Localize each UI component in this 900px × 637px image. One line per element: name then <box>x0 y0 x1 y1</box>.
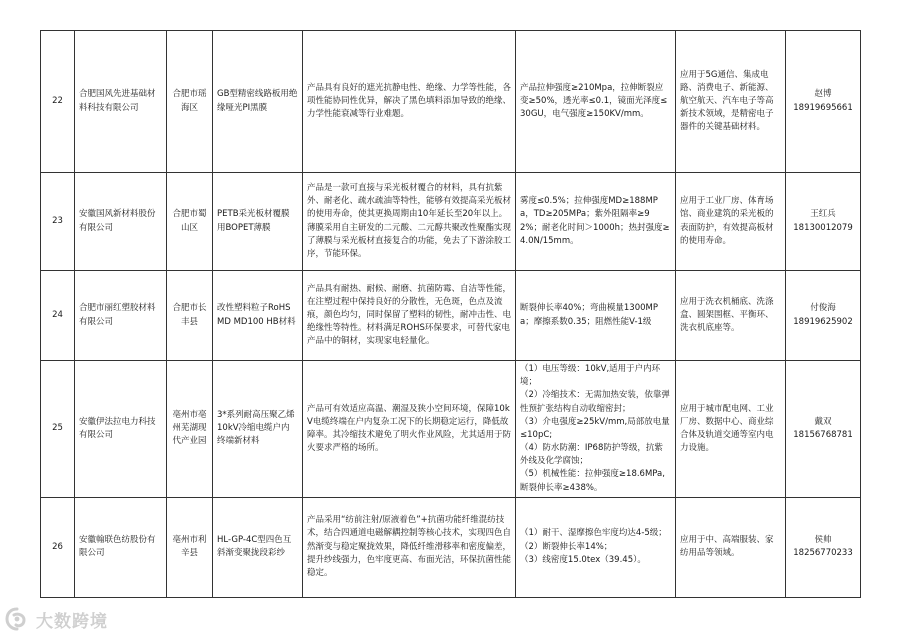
company-name-cell: 安徽伊法拉电力科技有限公司 <box>75 361 167 498</box>
contact-name: 付俊海 <box>810 303 836 314</box>
product-name-cell: GB型精密线路板用绝缘哑光PI黑膜 <box>213 31 303 173</box>
technical-specs-cell <box>516 497 676 597</box>
table-body <box>41 31 861 598</box>
company-name-cell: 安徽翰联色纺股份有限公司 <box>75 497 167 597</box>
product-name-cell: HL-GP-4C型四色互斜渐变聚拢段彩纱 <box>213 497 303 597</box>
product-name-cell: 3*系列耐高压聚乙烯10kV冷缩电缆户内终端新材料 <box>213 361 303 498</box>
watermark-text: 大数跨境 <box>36 611 108 632</box>
contact-phone: 18156768781 <box>793 429 853 440</box>
enterprise-product-table <box>40 30 861 598</box>
row-number-cell: 25 <box>41 361 75 498</box>
spec-item: （4）防水防潮：IP68防护等级，抗紫外线及化学腐蚀； <box>520 443 663 467</box>
application-cell: 应用于城市配电网、工业厂房、数据中心、商业综合体及轨道交通等室内电力设施。 <box>676 361 786 498</box>
product-name-cell: 改性塑料粒子RoHS MD MD100 HB材料 <box>213 271 303 361</box>
spec-item: 产品拉伸强度≥210Mpa，拉伸断裂应变≥50%，透光率≤0.1，镜面光泽度≤30GU，电气强度≥150KV/mm。 <box>520 82 668 120</box>
product-description-cell: 产品具有耐热、耐候、耐磨、抗菌防霉、自洁等性能，在注塑过程中保持良好的分散性，无色斑，色点及流痕，颜色均匀，同时保留了塑料的韧性，耐冲击性、电绝缘性等特性。材料满足ROHS环保要求，可替代家电产品中的铜材，实现家电轻量化。 <box>303 271 516 361</box>
product-name-cell: PETB采光板材覆膜用BOPET薄膜 <box>213 173 303 271</box>
spec-item: （2）断裂伸长率14%； <box>520 541 613 552</box>
table-row <box>41 173 861 271</box>
technical-specs-cell <box>516 271 676 361</box>
row-number-cell: 22 <box>41 31 75 173</box>
spec-item: （5）机械性能：拉伸强度≥18.6MPa,断裂伸长率≥438%。 <box>520 469 665 493</box>
table-row <box>41 271 861 361</box>
technical-specs-cell <box>516 361 676 498</box>
contact-name: 戴双 <box>814 416 832 427</box>
technical-specs-cell <box>516 31 676 173</box>
row-number-cell: 24 <box>41 271 75 361</box>
contact-phone: 18130012079 <box>793 222 853 233</box>
spec-item: （1）电压等级：10kV,适用于户内环境； <box>520 364 661 388</box>
company-name-cell: 安徽国风新材料股份有限公司 <box>75 173 167 271</box>
contact-cell <box>786 271 861 361</box>
spec-item: 雾度≤0.5%；拉伸强度MD≥188MPa，TD≥205MPa；紫外阻隔率≥92%；耐老化时间＞1000h；热封强度≥4.0N/15mm。 <box>520 196 670 246</box>
region-cell: 合肥市长丰县 <box>167 271 213 361</box>
product-description-cell: 产品具有良好的遮光抗静电性、绝缘、力学等性能，各项性能协同性优异，解决了黑色填料添加导致的绝缘、力学性能衰减等行业难题。 <box>303 31 516 173</box>
contact-phone: 18919625902 <box>793 316 853 327</box>
row-number-cell: 23 <box>41 173 75 271</box>
region-cell: 亳州市亳州芜湖现代产业园 <box>167 361 213 498</box>
spec-list <box>520 527 671 567</box>
spec-item: （2）冷缩技术：无需加热安装，依靠弹性预扩张结构自动收缩密封； <box>520 390 670 414</box>
contact-cell <box>786 173 861 271</box>
spec-list <box>520 195 671 248</box>
application-cell: 应用于5G通信、集成电路、消费电子、新能源、航空航天、汽车电子等高新技术领域，是精密电子器件的关键基础材料。 <box>676 31 786 173</box>
spec-list <box>520 363 671 495</box>
company-name-cell: 合肥市丽红塑胶材料有限公司 <box>75 271 167 361</box>
contact-cell <box>786 361 861 498</box>
contact-phone: 18919695661 <box>793 102 853 113</box>
contact-phone: 18256770233 <box>793 548 853 559</box>
company-name-cell: 合肥国风先进基础材料科技有限公司 <box>75 31 167 173</box>
contact-cell <box>786 497 861 597</box>
spec-item: （1）耐干、湿摩擦色牢度均达4-5级； <box>520 528 667 539</box>
table-row <box>41 361 861 498</box>
application-cell: 应用于工业厂房、体育场馆、商业建筑的采光板的表面防护，有效提高板材的使用寿命。 <box>676 173 786 271</box>
spec-item: （3）介电强度≥25kV/mm,局部放电量≤10pC; <box>520 416 670 440</box>
spec-item: （3）线密度15.0tex（39.45）。 <box>520 554 646 565</box>
application-cell: 应用于中、高端服装、家纺用品等领域。 <box>676 497 786 597</box>
spec-list <box>520 82 671 122</box>
spec-list <box>520 302 671 328</box>
contact-cell <box>786 31 861 173</box>
watermark <box>4 606 108 632</box>
region-cell: 合肥市蜀山区 <box>167 173 213 271</box>
contact-name: 赵博 <box>814 89 832 100</box>
technical-specs-cell <box>516 173 676 271</box>
row-number-cell: 26 <box>41 497 75 597</box>
spec-item: 断裂伸长率40%；弯曲模量1300MPa；摩擦系数0.35；阻燃性能V-1级 <box>520 303 658 327</box>
product-description-cell: 产品采用“纺前注射/原液着色”+抗菌功能纤维混纺技术，结合四通道电磁解耦控制等核心技术，实现四色自然渐变与稳定聚拢效果，降低纤维滑移率和密度偏差，提升纱线强力，色牢度更高、布面光洁，环保抗菌性能稳定。 <box>303 497 516 597</box>
table-row <box>41 31 861 173</box>
product-description-cell: 产品可有效适应高温、潮湿及狭小空间环境，保障10kV电缆终端在户内复杂工况下的长期稳定运行，降低故障率。其冷缩技术避免了明火作业风险，尤其适用于防火要求严格的场所。 <box>303 361 516 498</box>
region-cell: 合肥市瑶海区 <box>167 31 213 173</box>
region-cell: 亳州市利辛县 <box>167 497 213 597</box>
brand-logo-icon <box>4 606 30 632</box>
product-description-cell: 产品是一款可直接与采光板材覆合的材料，具有抗紫外、耐老化、疏水疏油等特性，能够有效提高采光板材的使用寿命，使其更换周期由10年延长至20年以上。薄膜采用自主研发的二元酸、二元醇共聚改性聚酯实现了薄膜与采光板材直接复合的功能，免去了下游涂胶工序，节能环保。 <box>303 173 516 271</box>
contact-name: 侯帅 <box>814 535 832 546</box>
contact-name: 王红兵 <box>810 209 836 220</box>
application-cell: 应用于洗衣机桶底、洗涤盒、圆架围框、平衡环、洗衣机底座等。 <box>676 271 786 361</box>
table-row <box>41 497 861 597</box>
